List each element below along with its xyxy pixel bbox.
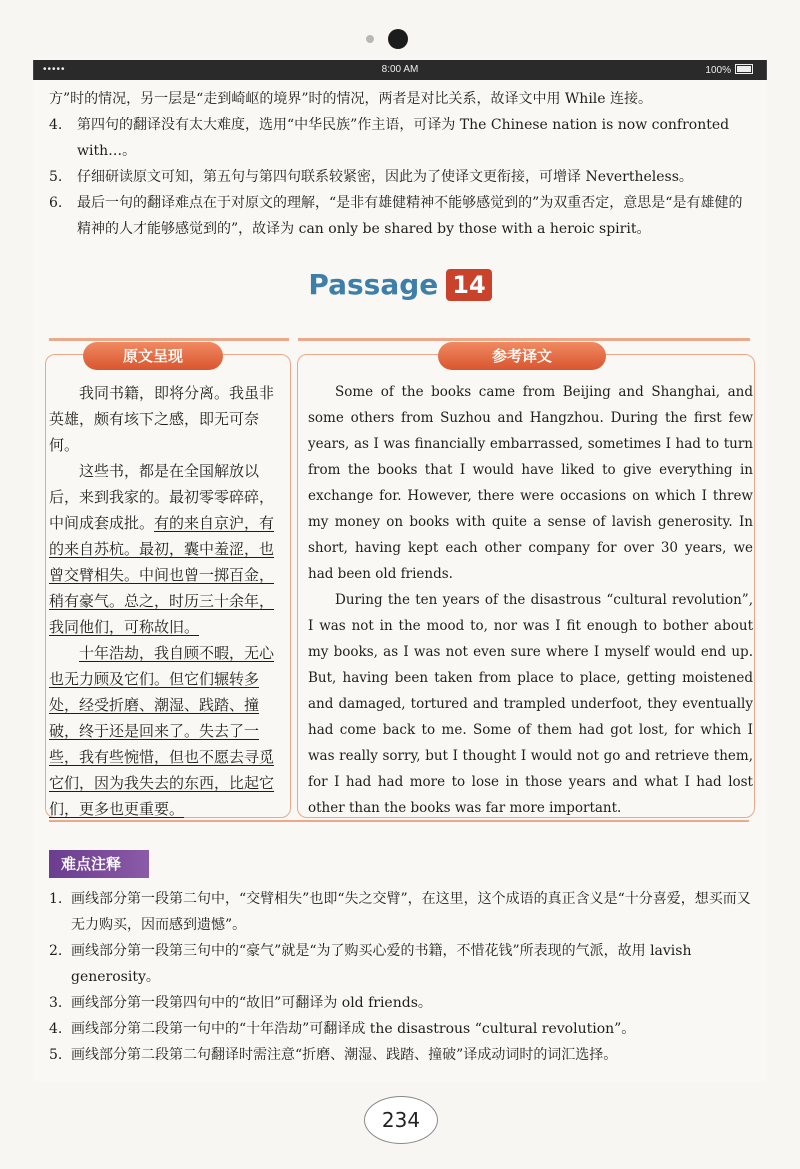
device-camera <box>0 28 800 48</box>
note-item <box>49 990 753 1016</box>
note-number: 4. <box>49 1021 63 1037</box>
intro-item <box>49 164 749 190</box>
note-item <box>49 886 753 938</box>
passage-heading <box>33 268 767 301</box>
original-paragraph <box>49 458 277 640</box>
note-number: 2. <box>49 943 63 959</box>
passage-number-badge: 14 <box>446 269 491 301</box>
left-header-rule <box>49 338 289 341</box>
signal-indicator: ••••• <box>43 64 66 75</box>
passage-word: Passage <box>308 268 439 301</box>
item-number: 4. <box>49 117 63 133</box>
plain-text: 这些书，都是在全国解放以后，来到我家的。最初零零碎碎，中间成套成批。 <box>49 462 275 532</box>
original-text <box>49 380 277 822</box>
battery-label: 100% <box>705 65 731 76</box>
item-number: 5. <box>49 169 63 185</box>
difficulty-notes-label: 难点注释 <box>49 850 149 878</box>
sensor-dot <box>366 35 374 43</box>
note-number: 1. <box>49 891 63 907</box>
item-text: 仔细研读原文可知，第五句与第四句联系较紧密，因此为了使译文更衔接，可增译 Nevertheless。 <box>77 169 693 185</box>
translation-header: 参考译文 <box>438 342 606 370</box>
clock: 8:00 AM <box>381 64 419 75</box>
translation-text <box>308 379 753 821</box>
item-number: 6. <box>49 195 63 211</box>
intro-item <box>49 112 749 164</box>
camera-lens <box>388 29 408 49</box>
note-text: 画线部分第一段第三句中的“豪气”就是“为了购买心爱的书籍，不惜花钱”所表现的气派，故用 lavish generosity。 <box>71 943 692 985</box>
original-paragraph: 我同书籍，即将分离。我虽非英雄，颇有垓下之感，即无可奈何。 <box>49 384 275 454</box>
intro-continuation: 方”时的情况，另一层是“走到崎岖的境界”时的情况，两者是对比关系，故译文中用 While 连接。 <box>49 91 653 107</box>
note-text: 画线部分第二段第二句翻译时需注意“折磨、潮湿、践踏、撞破”译成动词时的词汇选择。 <box>71 1047 618 1063</box>
section-divider <box>49 820 749 822</box>
note-number: 3. <box>49 995 63 1011</box>
note-text: 画线部分第一段第四句中的“故旧”可翻译为 old friends。 <box>71 995 432 1011</box>
right-header-rule <box>298 338 750 341</box>
item-text: 最后一句的翻译难点在于对原文的理解，“是非有雄健精神不能够感觉到的”为双重否定，意思是“是有雄健的精神的人才能够感觉到的”，故译为 can only be shared by those with a heroic spirit。 <box>77 195 743 237</box>
note-item <box>49 1042 753 1068</box>
original-text-header: 原文呈现 <box>83 342 223 370</box>
book-page <box>33 80 767 1082</box>
translation-paragraph: During the ten years of the disastrous “cultural revolution”, I was not in the mood to, nor was I fit enough to bother about my books, as I was not even sure where I myself would end up. But, having been taken from place to place, getting moistened and damaged, tortured and trampled underfoot, they eventually had come back to me. Some of them had got lost, for which I was really sorry, but I thought I would not go and retrieve them, for I had had more to lose in those years and what I had lost other than the books was far more important. <box>308 592 753 816</box>
note-text: 画线部分第一段第二句中，“交臂相失”也即“失之交臂”，在这里，这个成语的真正含义是“十分喜爱，想买而又无力购买，因而感到遗憾”。 <box>71 891 751 933</box>
note-item <box>49 1016 753 1042</box>
underlined-text: 有的来自京沪，有的来自苏杭。最初，囊中羞涩，也曾交臂相失。中间也曾一掷百金，稍有豪气。总之，时历三十余年，我同他们，可称故旧。 <box>49 514 275 636</box>
intro-item <box>49 190 749 242</box>
item-text: 第四句的翻译没有太大难度，选用“中华民族”作主语，可译为 The Chinese nation is now confronted with…。 <box>77 117 730 159</box>
translation-paragraph: Some of the books came from Beijing and Shanghai, and some others from Suzhou and Hangzhou. During the first few years, as I was financially embarrassed, sometimes I had to turn from the books that I would have liked to give everything in exchange for. However, there were occasions on which I threw my money on books with quite a sense of lavish generosity. In short, having kept each other company for over 30 years, we had been old friends. <box>308 384 753 582</box>
note-text: 画线部分第二段第一句中的“十年浩劫”可翻译成 the disastrous “cultural revolution”。 <box>71 1021 636 1037</box>
difficulty-notes <box>49 886 753 1068</box>
note-item <box>49 938 753 990</box>
intro-notes <box>49 86 749 242</box>
page-number: 234 <box>364 1096 438 1144</box>
original-paragraph-underlined: 十年浩劫，我自顾不暇，无心也无力顾及它们。但它们辗转多处，经受折磨、潮湿、践踏、撞破，终于还是回来了。失去了一些，我有些惋惜，但也不愿去寻觅它们，因为我失去的东西，比起它们，更多也更重要。 <box>49 644 275 818</box>
note-number: 5. <box>49 1047 63 1063</box>
